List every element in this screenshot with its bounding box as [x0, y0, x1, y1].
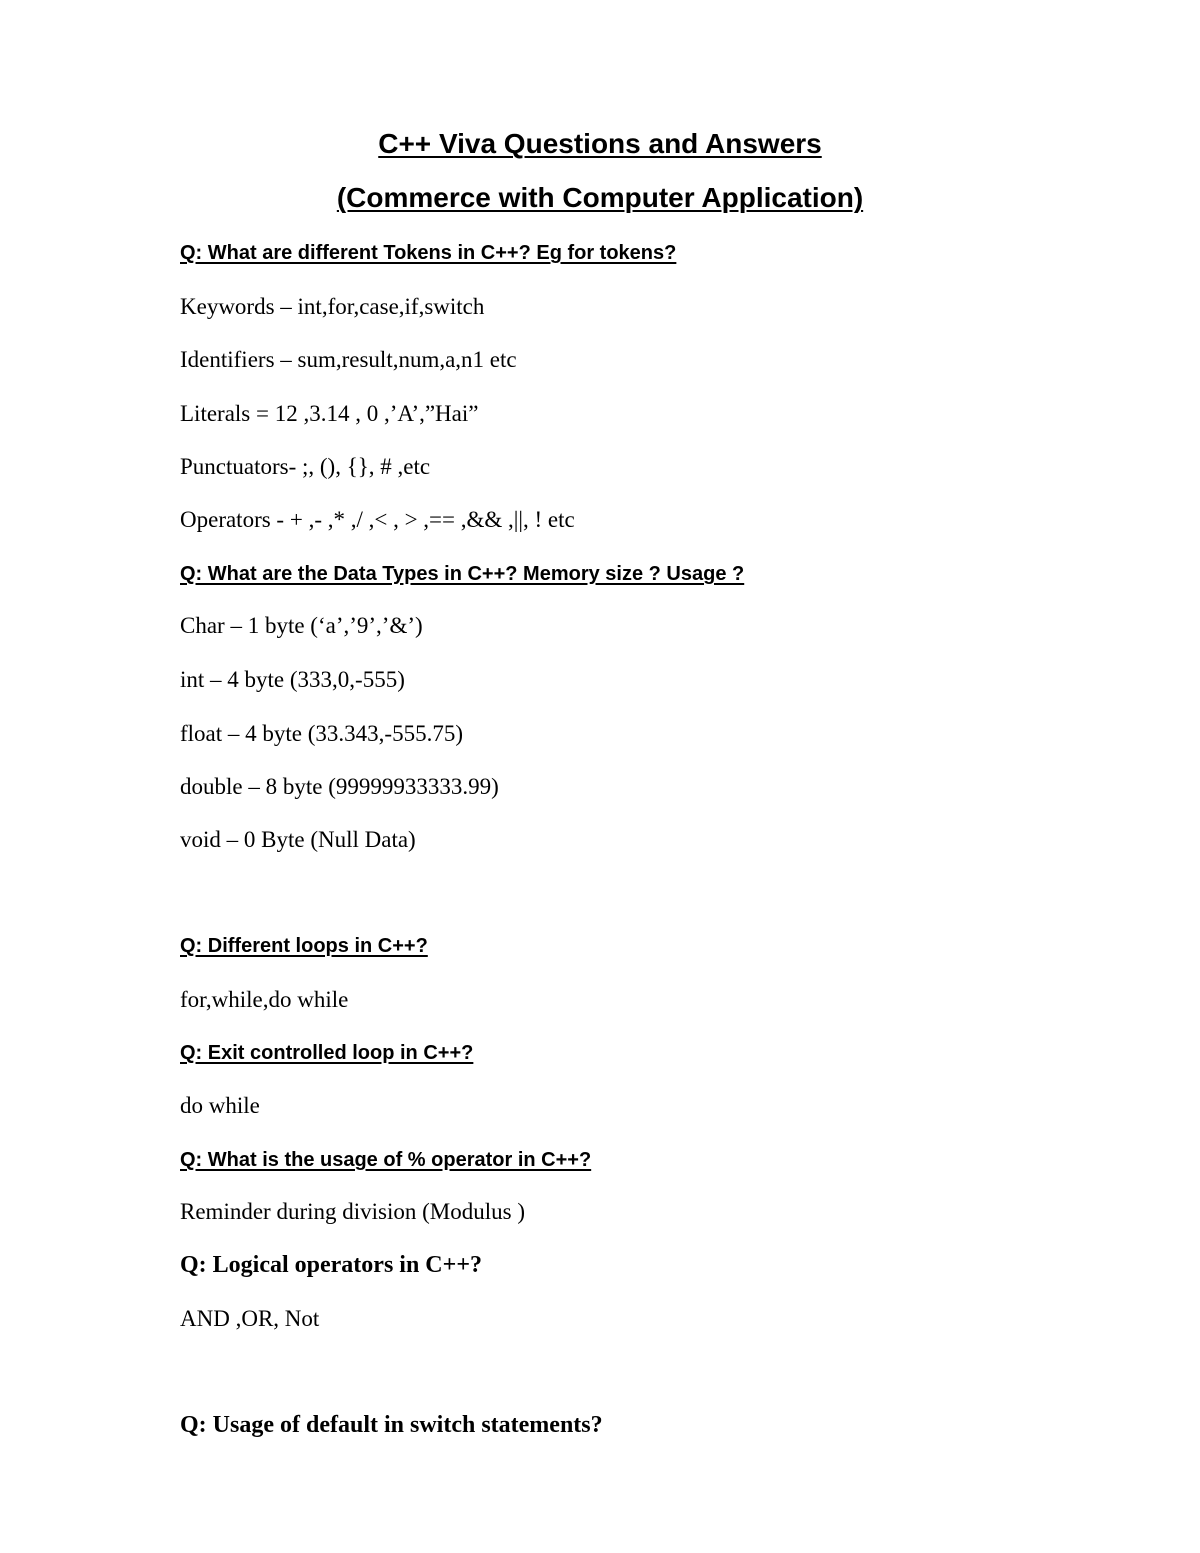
question-data-types: Q: What are the Data Types in C++? Memory size ? Usage ? [180, 563, 745, 585]
answer-char: Char – 1 byte (‘a’,’9’,’&’) [180, 613, 423, 638]
document-subtitle: (Commerce with Computer Application) [336, 182, 864, 213]
answer-int: int – 4 byte (333,0,-555) [180, 667, 405, 692]
question-modulus: Q: What is the usage of % operator in C++? [180, 1149, 592, 1171]
question-default-switch: Q: Usage of default in switch statements? [180, 1412, 603, 1438]
answer-punctuators: Punctuators- ;, (), {}, # ,etc [180, 454, 431, 479]
question-loops: Q: Different loops in C++? [180, 935, 428, 957]
answer-logical-operators: AND ,OR, Not [180, 1306, 320, 1331]
document-title: C++ Viva Questions and Answers [378, 128, 822, 159]
answer-double: double – 8 byte (99999933333.99) [180, 774, 499, 799]
answer-float: float – 4 byte (33.343,-555.75) [180, 721, 463, 746]
answer-loops: for,while,do while [180, 987, 349, 1012]
answer-modulus: Reminder during division (Modulus ) [180, 1199, 525, 1224]
answer-identifiers: Identifiers – sum,result,num,a,n1 etc [180, 347, 517, 372]
answer-keywords: Keywords – int,for,case,if,switch [180, 294, 485, 319]
question-exit-loop: Q: Exit controlled loop in C++? [180, 1042, 474, 1064]
question-tokens: Q: What are different Tokens in C++? Eg for tokens? [180, 242, 677, 264]
question-logical-operators: Q: Logical operators in C++? [180, 1252, 482, 1278]
answer-exit-loop: do while [180, 1093, 260, 1118]
answer-literals: Literals = 12 ,3.14 , 0 ,’A’,”Hai” [180, 401, 479, 426]
answer-operators: Operators - + ,- ,* ,/ ,< , > ,== ,&& ,||, ! etc [180, 507, 575, 532]
answer-void: void – 0 Byte (Null Data) [180, 827, 416, 852]
